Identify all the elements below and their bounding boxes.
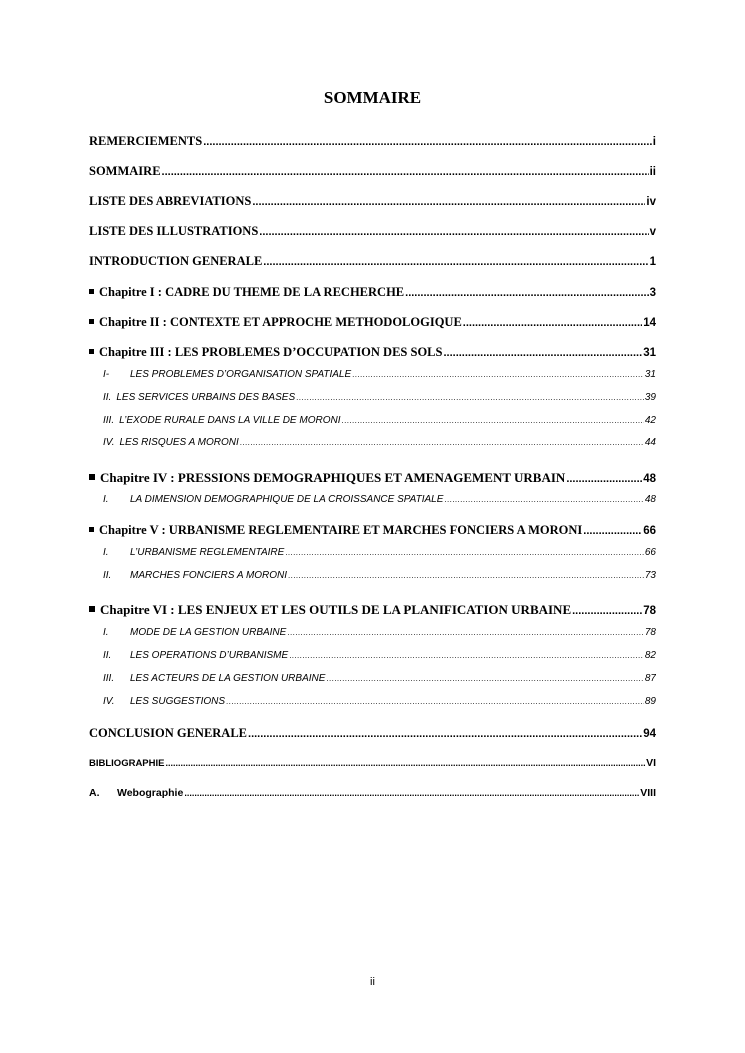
toc-entry-chapter-6[interactable] [89, 602, 656, 618]
dot-leader [285, 548, 644, 557]
toc-subentry-label: LES RISQUES A MORONI [119, 437, 239, 448]
toc-subentry[interactable] [103, 392, 656, 403]
toc-subentry-label: L’EXODE RURALE DANS LA VILLE DE MORONI [119, 415, 341, 426]
toc-subentry[interactable] [103, 547, 656, 558]
toc-subentry-number: II. [103, 650, 112, 661]
toc-subentry-number: II. [103, 392, 112, 403]
toc-subentry[interactable] [103, 369, 656, 380]
toc-subentry-label: LES OPERATIONS D’URBANISME [130, 650, 289, 661]
toc-subentry-page: 42 [644, 415, 656, 426]
dot-leader [443, 347, 642, 359]
toc-entry-label: CONCLUSION GENERALE [89, 726, 248, 740]
dot-leader [288, 571, 644, 580]
toc-subentry-number: IV. [103, 437, 115, 448]
toc-subentry[interactable] [103, 415, 656, 426]
toc-entry-remerciements[interactable] [89, 134, 656, 149]
toc-subentry[interactable] [103, 673, 656, 684]
toc-subentry-page: 44 [644, 437, 656, 448]
toc-entry-chapter-3[interactable] [89, 345, 656, 360]
toc-entry-label: Chapitre V : URBANISME REGLEMENTAIRE ET MARCHES FONCIERS A MORONI [99, 523, 583, 537]
dot-leader [287, 628, 644, 637]
toc-entry-page: VI [646, 757, 656, 769]
dot-leader [405, 287, 648, 299]
toc-entry-bibliographie[interactable] [89, 757, 656, 769]
toc-entry-introduction[interactable] [89, 254, 656, 269]
toc-entry-chapter-2[interactable] [89, 315, 656, 330]
toc-subentry-label: MARCHES FONCIERS A MORONI [130, 570, 288, 581]
dot-leader [289, 651, 644, 660]
toc-subentry-label: LES PROBLEMES D’ORGANISATION SPATIALE [130, 369, 352, 380]
toc-subentry-number: II. [103, 570, 112, 581]
toc-entry-label: Chapitre III : LES PROBLEMES D’OCCUPATION DES SOLS [99, 345, 443, 359]
toc-subentry-label: MODE DE LA GESTION URBAINE [130, 627, 287, 638]
toc-subentry-label: LES SUGGESTIONS [130, 696, 226, 707]
toc-entry-chapter-4[interactable] [89, 470, 656, 486]
toc-entry-page: 78 [643, 605, 656, 617]
dot-leader [165, 758, 645, 768]
dot-leader [263, 256, 648, 268]
dot-leader [352, 370, 644, 379]
toc-entry-label: Chapitre I : CADRE DU THEME DE LA RECHERCHE [99, 285, 405, 299]
page-number: ii [370, 976, 375, 988]
toc-entry-conclusion[interactable] [89, 726, 656, 741]
square-bullet-icon [89, 319, 94, 324]
toc-entry-label: Chapitre VI : LES ENJEUX ET LES OUTILS DE LA PLANIFICATION URBAINE [100, 602, 572, 617]
toc-entry-page: ii [649, 166, 656, 178]
toc-subentry-page: 89 [644, 696, 656, 707]
toc-subentry-page: 66 [644, 547, 656, 558]
toc-entry-number: A. [89, 787, 100, 799]
toc-entry-label: LISTE DES ILLUSTRATIONS [89, 224, 259, 238]
toc-subentry[interactable] [103, 437, 656, 448]
dot-leader [463, 317, 642, 329]
toc-entry-label: REMERCIEMENTS [89, 134, 203, 148]
toc-entry-abreviations[interactable] [89, 194, 656, 209]
toc-entry-page: 1 [649, 256, 656, 268]
toc-subentry-label: L’URBANISME REGLEMENTAIRE [130, 547, 285, 558]
toc-subentry-page: 48 [644, 494, 656, 505]
toc-subentry[interactable] [103, 696, 656, 707]
dot-leader [203, 136, 652, 148]
toc-subentry-page: 82 [644, 650, 656, 661]
toc-entry-page: i [652, 136, 656, 148]
toc-subentry-number: I. [103, 627, 109, 638]
dot-leader [444, 495, 643, 504]
dot-leader [184, 788, 639, 798]
toc-entry-page: iv [646, 196, 656, 208]
toc-entry-page: v [649, 226, 656, 238]
toc-subentry[interactable] [103, 570, 656, 581]
toc-entry-label: Chapitre II : CONTEXTE ET APPROCHE METHODOLOGIQUE [99, 315, 462, 329]
toc-subentry[interactable] [103, 650, 656, 661]
dot-leader [259, 226, 648, 238]
toc-subentry-label: LES SERVICES URBAINS DES BASES [116, 392, 296, 403]
dot-leader [342, 416, 644, 425]
toc-entry-chapter-5[interactable] [89, 523, 656, 538]
toc-subentry-page: 87 [644, 673, 656, 684]
toc-entry-page: VIII [640, 787, 656, 799]
toc-entry-label: BIBLIOGRAPHIE [89, 758, 165, 769]
toc-entry-page: 14 [643, 317, 656, 329]
toc-subentry-page: 31 [644, 369, 656, 380]
toc-subentry-label: LES ACTEURS DE LA GESTION URBAINE [130, 673, 326, 684]
toc-entry-label: Webographie [117, 787, 184, 799]
dot-leader [572, 605, 642, 617]
toc-entry-sommaire[interactable] [89, 164, 656, 179]
toc-subentry-page: 78 [644, 627, 656, 638]
dot-leader [252, 196, 645, 208]
dot-leader [162, 166, 649, 178]
toc-entry-page: 66 [643, 525, 656, 537]
toc-entry-illustrations[interactable] [89, 224, 656, 239]
square-bullet-icon [89, 527, 94, 532]
page-title: SOMMAIRE [323, 88, 422, 107]
square-bullet-icon [89, 606, 95, 612]
square-bullet-icon [89, 289, 94, 294]
toc-entry-label: Chapitre IV : PRESSIONS DEMOGRAPHIQUES ET AMENAGEMENT URBAIN [100, 470, 566, 485]
toc-subentry-page: 39 [644, 392, 656, 403]
toc-subentry-label: LA DIMENSION DEMOGRAPHIQUE DE LA CROISSANCE SPATIALE [130, 494, 444, 505]
dot-leader [240, 438, 644, 447]
toc-entry-page: 31 [643, 347, 656, 359]
toc-entry-page: 94 [643, 728, 656, 740]
dot-leader [226, 697, 644, 706]
toc-entry-label: SOMMAIRE [89, 164, 161, 178]
dot-leader [583, 525, 642, 537]
square-bullet-icon [89, 349, 94, 354]
square-bullet-icon [89, 474, 95, 480]
toc-subentry-number: I. [103, 547, 109, 558]
toc-subentry-number: I. [103, 494, 109, 505]
toc-entry-webographie[interactable] [89, 787, 656, 799]
toc-subentry-page: 73 [644, 570, 656, 581]
dot-leader [326, 674, 643, 683]
toc-subentry-number: I- [103, 369, 110, 380]
dot-leader [248, 728, 642, 740]
toc-subentry-number: IV. [103, 696, 115, 707]
dot-leader [296, 393, 644, 402]
toc-entry-page: 3 [649, 287, 656, 299]
toc-entry-page: 48 [643, 473, 656, 485]
toc-subentry-number: III. [103, 415, 115, 426]
toc-subentry-number: III. [103, 673, 115, 684]
toc-entry-label: INTRODUCTION GENERALE [89, 254, 263, 268]
toc-subentry[interactable] [103, 494, 656, 505]
toc-entry-chapter-1[interactable] [89, 285, 656, 300]
toc-entry-label: LISTE DES ABREVIATIONS [89, 194, 252, 208]
dot-leader [566, 473, 642, 485]
toc-subentry[interactable] [103, 627, 656, 638]
